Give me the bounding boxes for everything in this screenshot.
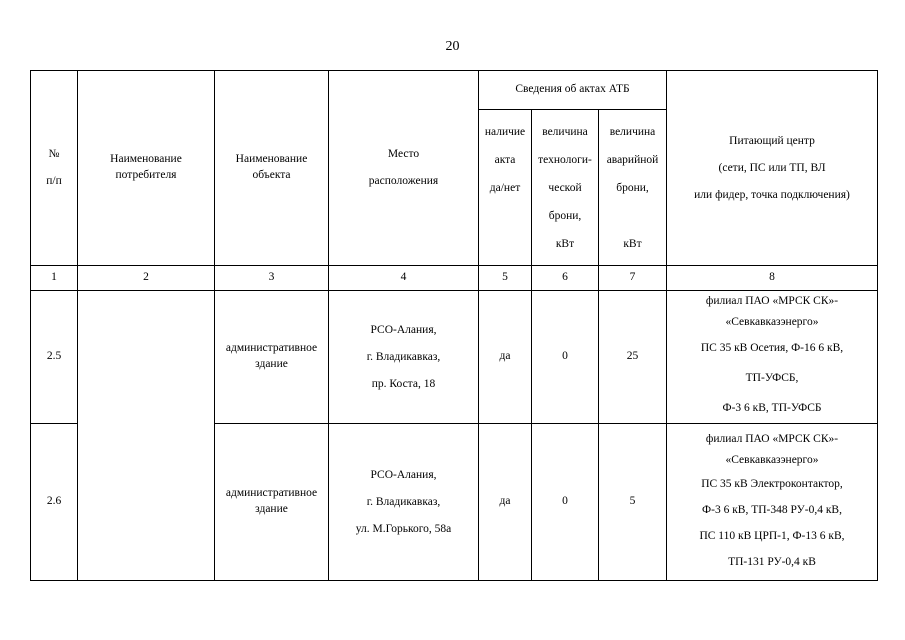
header-power-center: Питающий центр (сети, ПС или ТП, ВЛ или фидер, точка подключения) — [667, 71, 878, 266]
column-number-row — [31, 266, 878, 291]
row-tech: 0 — [532, 424, 599, 581]
row-feed: филиал ПАО «МРСК СК»- «Севкавказэнерго» ПС 35 кВ Осетия, Ф-16 6 кВ, ТП-УФСБ, Ф-3 6 кВ, ТП-УФСБ — [667, 291, 878, 424]
row-consumer — [78, 291, 215, 581]
page-number: 20 — [445, 39, 460, 54]
row-location: РСО-Алания, г. Владикавказ, пр. Коста, 18 — [329, 291, 479, 424]
row-object: административное здание — [215, 424, 329, 581]
header-atb-tech: величина технологи- ческой брони, кВт — [532, 110, 599, 266]
row-feed: филиал ПАО «МРСК СК»- «Севкавказэнерго» ПС 35 кВ Электроконтактор, Ф-3 6 кВ, ТП-348 РУ-0,4 кВ, ПС 110 кВ ЦРП-1, Ф-13 6 кВ, ТП-131 РУ-0,4 кВ — [667, 424, 878, 581]
row-object: административное здание — [215, 291, 329, 424]
atb-report-table — [30, 70, 878, 581]
header-consumer: Наименование потребителя — [78, 71, 215, 266]
row-num: 2.6 — [31, 424, 78, 581]
column-number: 4 — [329, 266, 479, 291]
header-object: Наименование объекта — [215, 71, 329, 266]
header-atb-presence: наличие акта да/нет — [479, 110, 532, 266]
row-presence: да — [479, 291, 532, 424]
header-location: Место расположения — [329, 71, 479, 266]
header-row-top — [31, 71, 878, 110]
column-number: 7 — [599, 266, 667, 291]
row-tech: 0 — [532, 291, 599, 424]
column-number: 2 — [78, 266, 215, 291]
column-number: 3 — [215, 266, 329, 291]
column-number: 1 — [31, 266, 78, 291]
row-emergency: 5 — [599, 424, 667, 581]
row-emergency: 25 — [599, 291, 667, 424]
column-number: 6 — [532, 266, 599, 291]
header-atb-group: Сведения об актах АТБ — [479, 71, 667, 110]
column-number: 8 — [667, 266, 878, 291]
row-presence: да — [479, 424, 532, 581]
row-location: РСО-Алания, г. Владикавказ, ул. М.Горького, 58а — [329, 424, 479, 581]
table-row — [31, 291, 878, 424]
row-num: 2.5 — [31, 291, 78, 424]
header-num: № п/п — [31, 71, 78, 266]
column-number: 5 — [479, 266, 532, 291]
header-atb-emergency: величина аварийной брони, кВт — [599, 110, 667, 266]
